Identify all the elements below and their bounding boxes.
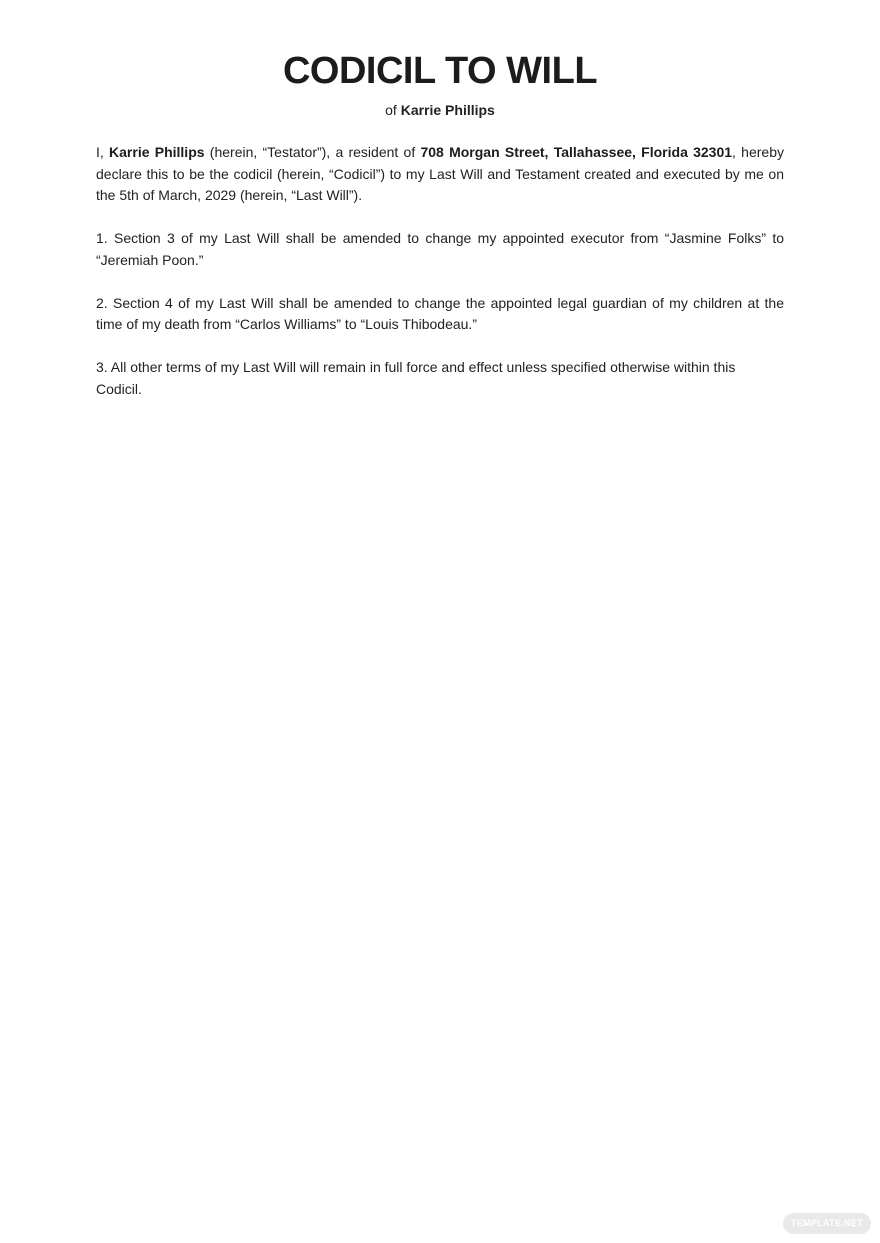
subtitle-prefix: of [385,102,401,118]
intro-text-2: (herein, “Testator”), a resident of [204,144,421,160]
testator-name: Karrie Phillips [400,102,495,118]
template-watermark: TEMPLATE.NET [783,1213,871,1234]
clause-3: 3. All other terms of my Last Will will remain in full force and effect unless specified otherwise within this Codicil. [96,359,736,397]
clause-2: 2. Section 4 of my Last Will shall be amended to change the appointed legal guardian of my children at the time of my death from “Carlos Williams” to “Louis Thibodeau.” [96,294,784,332]
document-title: CODICIL TO WILL [282,50,598,92]
intro-text-1: I, [96,144,110,160]
intro-text-3: , hereby declare this to be the codicil (herein, “Codicil”) to my Last Will and Testament created and executed by me on the 5th of March, 2029 (herein, “Last Will”). [96,144,784,203]
intro-paragraph [96,142,784,207]
document-body [96,142,784,422]
intro-address: 708 Morgan Street, Tallahassee, Florida 32301 [420,144,733,160]
document-subtitle [0,100,880,120]
clause-1: 1. Section 3 of my Last Will shall be amended to change my appointed executor from “Jasmine Folks” to “Jeremiah Poon.” [96,230,784,268]
intro-testator-name: Karrie Phillips [109,144,205,160]
